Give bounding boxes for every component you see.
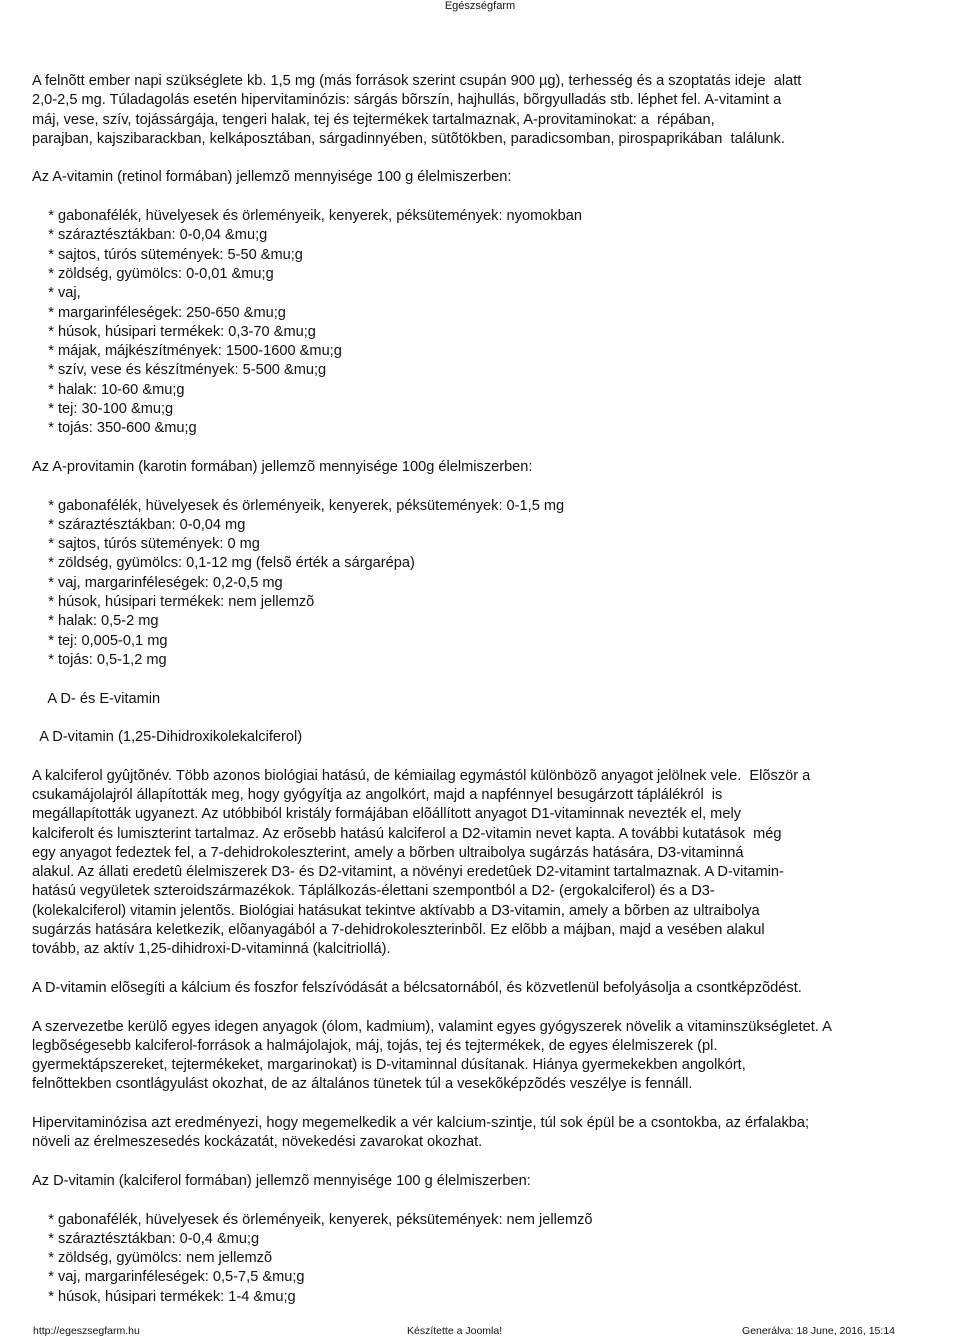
text-line: gyermektápszereket, tejtermékeket, margarinokat) is D-vitaminnal dúsítanak. Hiánya gyermekekben angolkórt, <box>32 1057 746 1074</box>
page-header-title: Egészségfarm <box>444 0 516 12</box>
footer-credit: Készítette a Joomla! <box>407 1325 503 1337</box>
blank-line <box>32 998 960 1017</box>
text-line: Az A-provitamin (karotin formában) jellemzõ mennyisége 100g élelmiszerben: <box>32 458 533 475</box>
text-line: * gabonafélék, hüvelyesek és örleményeik, kenyerek, péksütemények: 0-1,5 mg <box>32 497 565 514</box>
text-line: A kalciferol gyûjtõnév. Több azonos biológiai hatású, de kémiailag egymástól különbözõ anyagot jelölnek vele. Elõször a <box>32 767 811 784</box>
text-line: * húsok, húsipari termékek: 0,3-70 &mu;g <box>32 323 316 340</box>
blank-line <box>32 477 960 496</box>
text-line: sugárzás hatására keletkezik, elõanyagából a 7-dehidrokoleszterinbõl. Ez elõbb a májban, majd a vesében alakul <box>32 922 765 939</box>
text-line: hatású vegyületek szteroidszármazékok. Táplálkozás-élettani szempontból a D2- (ergokalciferol) és a D3- <box>32 883 715 900</box>
text-line: 2,0-2,5 mg. Túladagolás esetén hipervitaminózis: sárgás bõrszín, hajhullás, bõrgyulladás stb. léphet fel. A-vitamint a <box>32 92 782 109</box>
text-line: * halak: 10-60 &mu;g <box>32 381 185 398</box>
text-line: * zöldség, gyümölcs: nem jellemzõ <box>32 1250 273 1267</box>
text-line: * tojás: 350-600 &mu;g <box>32 420 197 437</box>
text-line: csukamájolajról állapították meg, hogy gyógyítja az angolkórt, majd a napfénnyel besugárzott táplálékról is <box>32 786 723 803</box>
blank-line <box>32 1191 960 1210</box>
text-line: * vaj, <box>32 285 81 302</box>
text-line: A szervezetbe kerülõ egyes idegen anyagok (ólom, kadmium), valamint egyes gyógyszerek növelik a vitaminszükségletet. A <box>32 1018 832 1035</box>
blank-line <box>32 188 960 207</box>
text-line: máj, vese, szív, tojássárgája, tengeri halak, tej és tejtermékek tartalmaznak, A-provitaminokat: a répában, <box>32 111 715 128</box>
text-line: * zöldség, gyümölcs: 0,1-12 mg (felsõ érték a sárgarépa) <box>32 555 415 572</box>
text-line: * szív, vese és készítmények: 5-500 &mu;g <box>32 362 327 379</box>
footer-url: http://egeszsegfarm.hu <box>33 1325 140 1337</box>
document-body <box>32 72 960 1307</box>
blank-line <box>32 960 960 979</box>
blank-line <box>32 1095 960 1114</box>
blank-line <box>32 149 960 168</box>
text-line: A D-vitamin elõsegíti a kálcium és foszfor felszívódását a bélcsatornából, és közvetlenül befolyásolja a csontképzõdést. <box>32 979 802 996</box>
text-line: tovább, az aktív 1,25-dihidroxi-D-vitaminná (kalcitriollá). <box>32 941 391 958</box>
text-line: * sajtos, túrós sütemények: 5-50 &mu;g <box>32 246 303 263</box>
text-line: * margarinféleségek: 250-650 &mu;g <box>32 304 286 321</box>
text-line: * májak, májkészítmények: 1500-1600 &mu;g <box>32 343 342 360</box>
text-line: kalciferolt és lumiszterint tartalmaz. Az erõsebb hatású kalciferol a D2-vitamin nevet kapta. A további kutatások még <box>32 825 782 842</box>
text-line: * húsok, húsipari termékek: 1-4 &mu;g <box>32 1288 296 1305</box>
text-line: * húsok, húsipari termékek: nem jellemzõ <box>32 594 315 611</box>
text-line: * vaj, margarinféleségek: 0,5-7,5 &mu;g <box>32 1269 305 1286</box>
blank-line <box>32 747 960 766</box>
text-line: A felnõtt ember napi szükséglete kb. 1,5 mg (más források szerint csupán 900 µg), terhesség és a szoptatás ideje alatt <box>32 73 802 89</box>
text-line: parajban, kajszibarackban, kelkáposztában, sárgadinnyében, sütõtökben, paradicsomban, pirospaprikában találunk. <box>32 130 785 147</box>
text-line: növeli az érelmeszesedés kockázatát, növekedési zavarokat okozhat. <box>32 1134 483 1151</box>
text-line: * gabonafélék, hüvelyesek és örleményeik, kenyerek, péksütemények: nyomokban <box>32 208 583 225</box>
text-line: * zöldség, gyümölcs: 0-0,01 &mu;g <box>32 265 274 282</box>
text-line: * száraztésztákban: 0-0,04 &mu;g <box>32 227 268 244</box>
blank-line <box>32 1153 960 1172</box>
blank-line <box>32 709 960 728</box>
text-line: (kolekalciferol) vitamin jelentõs. Biológiai hatásukat tekintve aktívabb a D3-vitamin, amely a bõrben az ultraibolya <box>32 902 760 919</box>
text-line: egy anyagot fedeztek fel, a 7-dehidrokoleszterint, amely a bõrben ultraibolya sugárzás hatására, D3-vitaminná <box>32 844 744 861</box>
text-line: * tojás: 0,5-1,2 mg <box>32 651 167 668</box>
text-line: * tej: 30-100 &mu;g <box>32 401 174 418</box>
text-line: A D-vitamin (1,25-Dihidroxikolekalciferol) <box>32 729 303 746</box>
text-line: megállapították ugyanezt. Az utóbbiból kristály formájában elõállított anyagot D1-vitaminnak nevezték el, mely <box>32 806 741 823</box>
text-line: Hipervitaminózisa azt eredményezi, hogy megemelkedik a vér kalcium-szintje, túl sok épül be a csontokba, az érfalakba; <box>32 1115 810 1132</box>
text-line: * sajtos, túrós sütemények: 0 mg <box>32 536 260 553</box>
text-line: alakul. Az állati eredetû élelmiszerek D3- és D2-vitamint, a növényi eredetûek D2-vitamint tartalmaznak. A D-vitamin- <box>32 864 784 881</box>
text-line: legbõségesebb kalciferol-források a halmájolajok, máj, tojás, tej és tejtermékek, de egyes élelmiszerek (pl. <box>32 1037 718 1054</box>
blank-line <box>32 439 960 458</box>
text-line: * tej: 0,005-0,1 mg <box>32 632 168 649</box>
text-line: * száraztésztákban: 0-0,4 &mu;g <box>32 1230 260 1247</box>
text-line: felnõttekben csontlágyulást okozhat, de az általános tünetek túl a vesekõképzõdés veszélye is fennáll. <box>32 1076 693 1093</box>
text-line: * gabonafélék, hüvelyesek és örleményeik, kenyerek, péksütemények: nem jellemzõ <box>32 1211 593 1228</box>
text-line: Az D-vitamin (kalciferol formában) jellemzõ mennyisége 100 g élelmiszerben: <box>32 1172 531 1189</box>
text-line: * vaj, margarinféleségek: 0,2-0,5 mg <box>32 574 283 591</box>
text-line: * száraztésztákban: 0-0,04 mg <box>32 516 246 533</box>
blank-line <box>32 670 960 689</box>
text-line: * halak: 0,5-2 mg <box>32 613 159 630</box>
footer-generated-date: Generálva: 18 June, 2016, 15:14 <box>742 1325 895 1337</box>
text-line: A D- és E-vitamin <box>32 690 161 707</box>
page-footer <box>33 1324 895 1338</box>
text-line: Az A-vitamin (retinol formában) jellemzõ mennyisége 100 g élelmiszerben: <box>32 169 512 186</box>
